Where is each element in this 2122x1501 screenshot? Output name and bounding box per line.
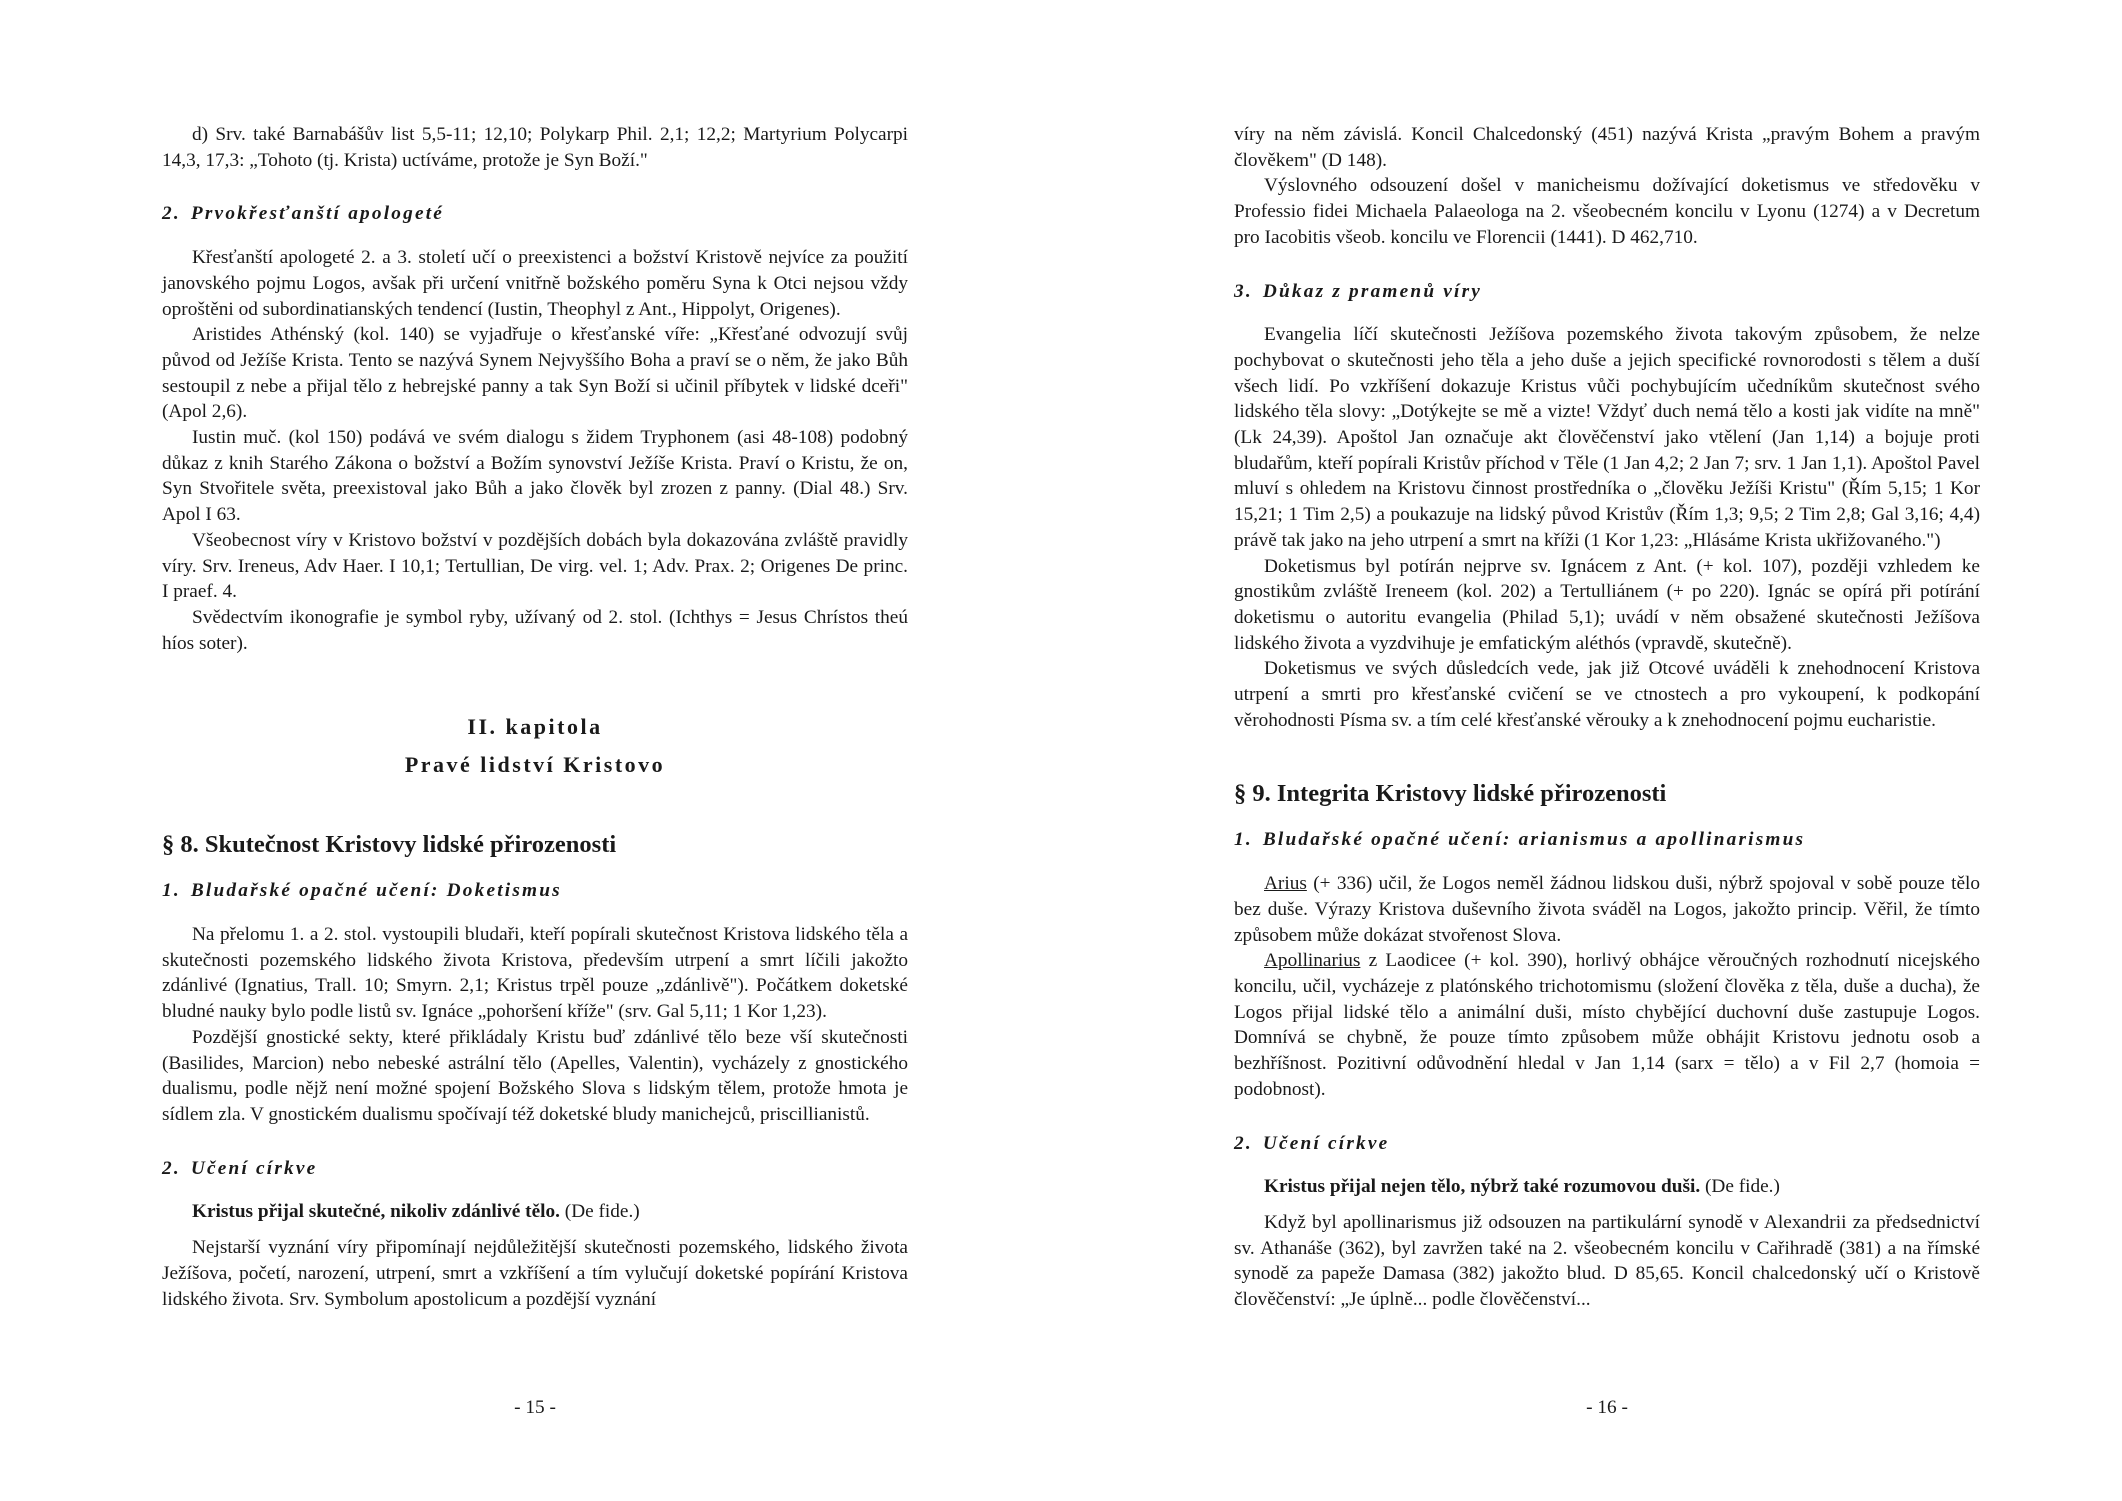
subsection-heading: 1. Bludařské opačné učení: arianismus a apollinarismus [1234,829,1806,851]
name-apollinarius: Apollinarius [1264,950,1361,972]
paragraph: Arius (+ 336) učil, že Logos neměl žádnou lidskou duši, nýbrž spojoval v sobě pouze tělo bez duše. Výrazy Kristova duševního života sváděl na Logos, jakožto princip. Věřil, že tímto způsobem může dokázat stvořenost Slova. [1234,873,1980,946]
right-page [1234,122,1980,1313]
paragraph: Nejstarší vyznání víry připomínají nejdůležitější skutečnosti pozemského, lidského života Ježíšova, početí, narození, utrpení, smrt a vzkříšení a tím vylučují doketské popírání Kristova lidského života. Srv. Symbolum apostolicum a pozdější vyznání [162,1237,908,1310]
paragraph: Křesťanští apologeté 2. a 3. století učí o preexistenci a božství Kristově nejvíce za použití janovského pojmu Logos, avšak při určení vnitřně božského poměru Syna k Otci nejsou vždy oproštěni od subordinatianských tendencí (Iustin, Theophyl z Ant., Hippolyt, Origenes). [162,247,908,320]
paragraph: Iustin muč. (kol 150) podává ve svém dialogu s židem Tryphonem (asi 48-108) podobný důkaz z knih Starého Zákona o božství a Božím synovství Ježíše Krista. Praví o Kristu, že on, Syn Stvořitele světa, preexistoval jako Bůh a jako člověk byl zrozen z panny. (Dial 48.) Srv. Apol I 63. [162,427,908,526]
paragraph: Výslovného odsouzení došel v manicheismu dožívající doketismus ve středověku v Professio fidei Michaela Palaeologa na 2. všeobecném koncilu v Lyonu (1274) a v Decretum pro Iacobitis všeob. koncilu ve Florencii (1441). D 462,710. [1234,175,1980,248]
paragraph: Doketismus ve svých důsledcích vede, jak již Otcové uváděli k znehodnocení Kristova utrpení a smrti pro křesťanské cvičení se ve ctnostech a pro vykoupení, k podkopání věrohodnosti Písma sv. a tím celé křesťanské věrouky a k znehodnocení pojmu eucharistie. [1234,658,1980,731]
section-heading: § 8. Skutečnost Kristovy lidské přirozenosti [162,831,617,859]
name-arius: Arius [1264,873,1307,895]
paragraph: Všeobecnost víry v Kristovo božství v pozdějších dobách byla dokazována zvláště pravidly víry. Srv. Ireneus, Adv Haer. I 10,1; Tertullian, De virg. vel. 1; Adv. Prax. 2; Origenes De princ. I praef. 4. [162,529,908,603]
paragraph: d) Srv. také Barnabášův list 5,5-11; 12,10; Polykarp Phil. 2,1; 12,2; Martyrium Polycarpi 14,3, 17,3: „Tohoto (tj. Krista) uctíváme, protože je Syn Boží." [162,124,908,171]
section-heading: § 9. Integrita Kristovy lidské přirozenosti [1234,780,1667,808]
subsection-heading: 2. Učení církve [162,1157,318,1179]
subsection-heading: 2. Učení církve [1234,1132,1390,1154]
dogma-thesis: Kristus přijal nejen tělo, nýbrž také rozumovou duši. (De fide.) [1264,1176,1780,1198]
chapter-number: II. kapitola [467,714,603,740]
paragraph: Když byl apollinarismus již odsouzen na partikulární synodě v Alexandrii za předsednictví sv. Athanáše (362), byl zavržen také na 2. všeobecném koncilu v Cařihradě (381) a na římské synodě za papeže Damasa (382) jakožto blud. D 85,65. Koncil chalcedonský učí o Kristově člověčenství: „Je úplně... podle člověčenství... [1234,1211,1980,1311]
paragraph: Aristides Athénský (kol. 140) se vyjadřuje o křesťanské víře: „Křesťané odvozují svůj původ od Ježíše Krista. Tento se nazývá Synem Nejvyššího Boha a praví se o něm, že jako Bůh sestoupil z nebe a přijal tělo z hebrejské panny a tak Syn Boží si učinil příbytek v lidské dceři" (Apol 2,6). [162,324,908,423]
chapter-title: Pravé lidství Kristovo [404,752,666,778]
page-number: - 16 - [1586,1397,1628,1418]
paragraph: Apollinarius z Laodicee (+ kol. 390), horlivý obhájce věroučných rozhodnutí nicejského koncilu, učil, vycházeje z platónského trichotomismu (složení člověka z těla, duše a ducha), že Logos přijal lidské tělo a animální duši, místo chybějící duchovní duše zastupuje Logos. Domnívá se chybně, že pouze tímto způsobem může obhájit Kristovu jednotu osob a bezhříšnost. Pozitivní odůvodnění hledal v Jan 1,14 (sarx = tělo) a v Fil 2,7 (homoia = podobnost). [1234,950,1980,1100]
page-number: - 15 - [514,1397,556,1418]
subsection-heading: 1. Bludařské opačné učení: Doketismus [162,880,562,902]
dogma-thesis: Kristus přijal skutečné, nikoliv zdánlivé tělo. (De fide.) [192,1201,640,1223]
paragraph: Doketismus byl potírán nejprve sv. Ignácem z Ant. (+ kol. 107), později vzhledem ke gnostikům zvláště Ireneem (kol. 202) a Tertulliánem (+ po 220). Ignác se opírá při potírání doketismu o autoritu evangelia (Philad 5,1); uvádí v něm obsažené skutečnosti Ježíšova lidského života a vyzdvihuje je emfatickým aléthós (vpravdě, skutečně). [1234,555,1980,654]
subsection-heading: 3. Důkaz z pramenů víry [1234,280,1483,302]
paragraph: Evangelia líčí skutečnosti Ježíšova pozemského života takovým způsobem, že nelze pochybovat o skutečnosti jeho těla a jeho duše a jejich specifické rovnorodosti s tělem a duší všech lidí. Po vzkříšení dokazuje Kristus vůči pochybujícím učedníkům skutečnost svého lidského těla slovy: „Dotýkejte se mě a vizte! Vždyť duch nemá tělo a kosti jak vidíte na mně" (Lk 24,39). Apoštol Jan označuje akt člověčenství jako vtělení (Jan 1,14) a bojuje proti bludařům, kteří popírali Kristův příchod v Těle (1 Jan 4,2; 2 Jan 7; srv. 1 Jan 1,1). Apoštol Pavel mluví s ohledem na Kristovu činnost prostředníka o „člověku Ježíši Kristu" (Řím 5,15; 1 Kor 15,21; 1 Tim 2,5) a poukazuje na lidský původ Kristův (Řím 1,3; 9,5; 2 Tim 2,8; Gal 3,16; 4,4) právě tak jako na jeho utrpení a smrt na kříži (1 Kor 1,23: „Hlásáme Krista ukřižovaného.") [1234,324,1980,551]
left-page [162,122,908,1312]
subsection-heading: 2. Prvokřesťanští apologeté [162,203,445,225]
paragraph: Na přelomu 1. a 2. stol. vystoupili bludaři, kteří popírali skutečnost Kristova lidského těla a skutečnosti pozemského lidského života Kristova, především utrpení a smrt líčili jakožto zdánlivé (Ignatius, Trall. 10; Smyrn. 2,1; Kristus trpěl pouze „zdánlivě"). Počátkem doketské bludné nauky bylo podle listů sv. Ignáce „pohoršení kříže" (srv. Gal 5,11; 1 Kor 1,23). [162,924,908,1023]
paragraph: Pozdější gnostické sekty, které přikládaly Kristu buď zdánlivé tělo beze vší skutečnosti (Basilides, Marcion) nebo nebeské astrální tělo (Apelles, Valentin), vycházely z gnostického dualismu, podle nějž není možné spojení Božského Slova s lidským tělem, protože hmota je sídlem zla. V gnostickém dualismu spočívají též doketské bludy manichejců, priscillianistů. [162,1026,908,1125]
paragraph: víry na něm závislá. Koncil Chalcedonský (451) nazývá Krista „pravým Bohem a pravým člověkem" (D 148). [1234,124,1980,171]
paragraph: Svědectvím ikonografie je symbol ryby, užívaný od 2. stol. (Ichthys = Jesus Chrístos theú híos soter). [162,606,908,654]
